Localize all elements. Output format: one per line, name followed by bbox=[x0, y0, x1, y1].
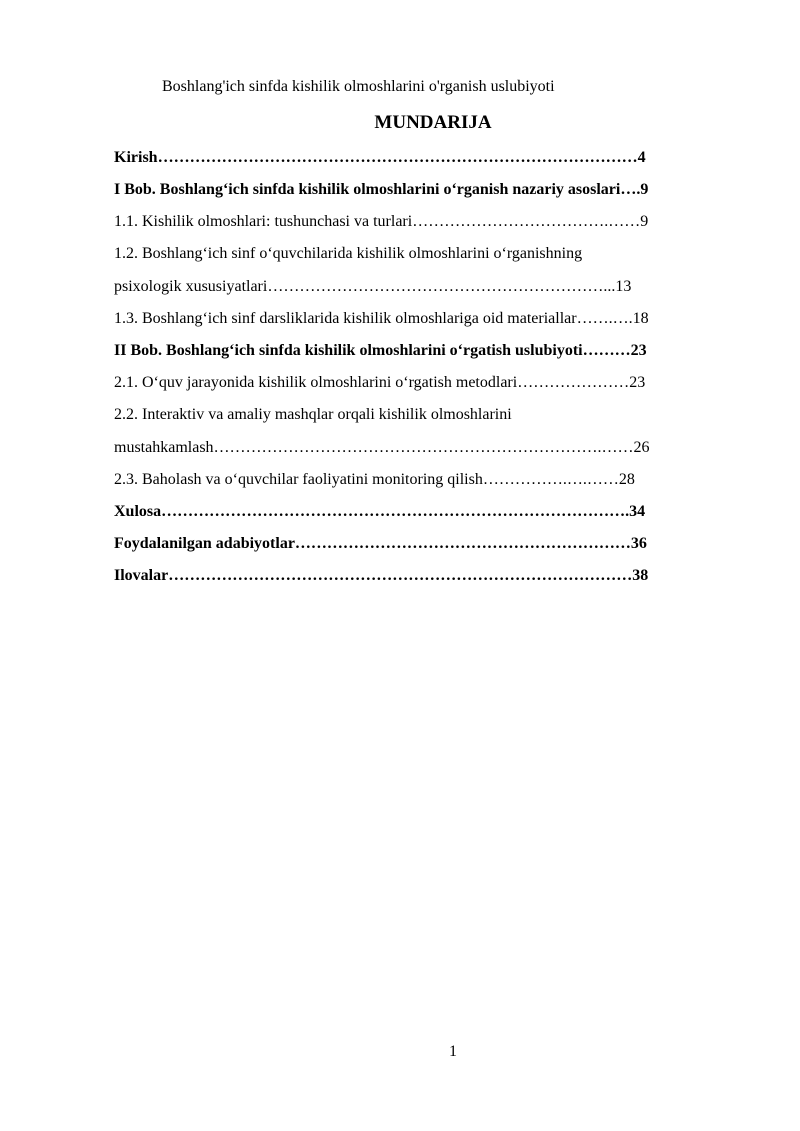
toc-entry-2-2-continued: mustahkamlash……………………………………………………………….……26 bbox=[114, 439, 650, 456]
document-title: Boshlang'ich sinfda kishilik olmoshlarini o'rganish uslubiyoti bbox=[162, 78, 555, 95]
page-number: 1 bbox=[449, 1043, 457, 1060]
toc-entry-adabiyotlar: Foydalanilgan adabiyotlar………………………………………………………36 bbox=[114, 535, 647, 552]
toc-entry-chapter-1: I Bob. Boshlang‘ich sinfda kishilik olmoshlarini o‘rganish nazariy asoslari….9 bbox=[114, 181, 649, 198]
toc-entry-1-3: 1.3. Boshlang‘ich sinf darsliklarida kishilik olmoshlariga oid materiallar…….….18 bbox=[114, 310, 649, 327]
toc-entry-kirish: Kirish………………………………………………………………………………4 bbox=[114, 149, 646, 166]
toc-entry-ilovalar: Ilovalar……………………………………………………………………………38 bbox=[114, 567, 649, 584]
toc-entry-2-1: 2.1. O‘quv jarayonida kishilik olmoshlarini o‘rgatish metodlari…………………23 bbox=[114, 374, 646, 391]
toc-entry-1-2-continued: psixologik xususiyatlari………………………………………………………...13 bbox=[114, 278, 632, 295]
toc-entry-1-2: 1.2. Boshlang‘ich sinf o‘quvchilarida kishilik olmoshlarini o‘rganishning bbox=[114, 245, 583, 262]
toc-entry-xulosa: Xulosa…………………………………………………………………………….34 bbox=[114, 503, 646, 520]
toc-entry-2-3: 2.3. Baholash va o‘quvchilar faoliyatini monitoring qilish…………….….……28 bbox=[114, 471, 635, 488]
toc-entry-chapter-2: II Bob. Boshlang‘ich sinfda kishilik olmoshlarini o‘rgatish uslubiyoti………23 bbox=[114, 342, 647, 359]
toc-entry-2-2: 2.2. Interaktiv va amaliy mashqlar orqali kishilik olmoshlarini bbox=[114, 406, 512, 423]
toc-entry-1-1: 1.1. Kishilik olmoshlari: tushunchasi va turlari……………………………….……9 bbox=[114, 213, 649, 230]
toc-heading: MUNDARIJA bbox=[374, 112, 492, 133]
